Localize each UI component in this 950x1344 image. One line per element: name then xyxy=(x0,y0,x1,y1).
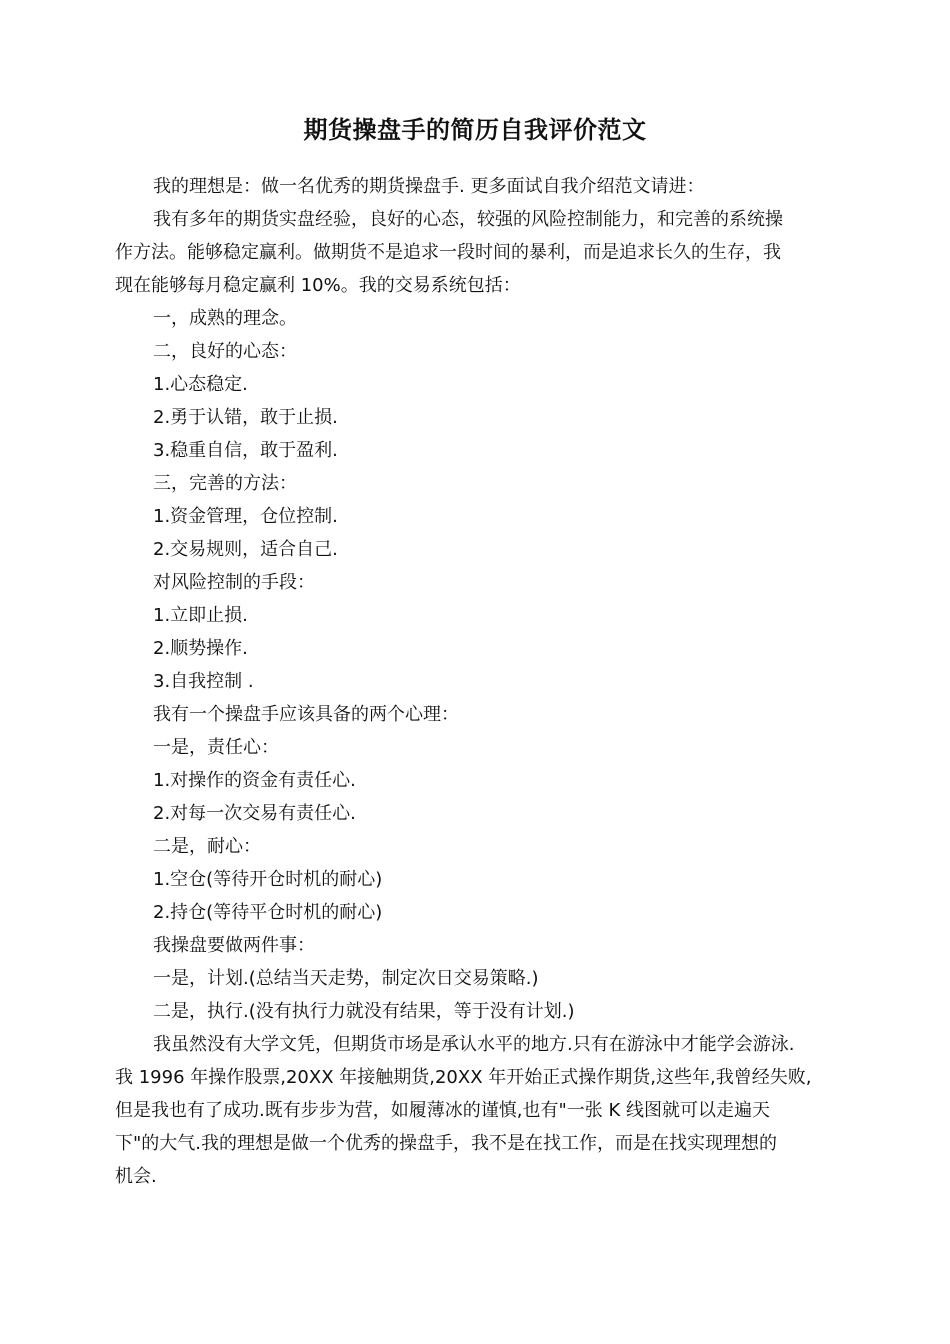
document-body xyxy=(115,170,839,1193)
list-item: 一是，责任心： xyxy=(153,737,279,758)
list-item: 三，完善的方法： xyxy=(153,473,297,494)
list-item: 二，良好的心态： xyxy=(153,341,297,362)
list-item: 1.心态稳定. xyxy=(153,374,248,395)
list-item: 我操盘要做两件事： xyxy=(153,935,315,956)
closing-line: 我 1996 年操作股票,20XX 年接触期货,20XX 年开始正式操作期货,这些年,我曾经失败, xyxy=(115,1067,812,1088)
list-item: 2.持仓(等待平仓时机的耐心) xyxy=(153,902,383,923)
closing-line: 下"的大气.我的理想是做一个优秀的操盘手，我不是在找工作，而是在找实现理想的 xyxy=(115,1133,777,1154)
list-item: 2.勇于认错，敢于止损. xyxy=(153,407,338,428)
list-item: 一，成熟的理念。 xyxy=(153,308,297,329)
list-item: 1.空仓(等待开仓时机的耐心) xyxy=(153,869,383,890)
list-item: 一是，计划.(总结当天走势，制定次日交易策略.) xyxy=(153,968,539,989)
list-item: 二是，耐心： xyxy=(153,836,261,857)
list-item: 2.对每一次交易有责任心. xyxy=(153,803,356,824)
experience-line: 我有多年的期货实盘经验，良好的心态，较强的风险控制能力，和完善的系统操 xyxy=(153,209,783,230)
experience-paragraph xyxy=(115,203,839,302)
intro-line: 我的理想是：做一名优秀的期货操盘手. 更多面试自我介绍范文请进： xyxy=(153,176,705,197)
closing-line: 机会. xyxy=(115,1166,157,1187)
list-item: 2.顺势操作. xyxy=(153,638,248,659)
list-item: 1.资金管理，仓位控制. xyxy=(153,506,338,527)
list-item: 对风险控制的手段： xyxy=(153,572,315,593)
experience-line: 作方法。能够稳定赢利。做期货不是追求一段时间的暴利，而是追求长久的生存，我 xyxy=(115,242,781,263)
list-item: 3.自我控制 . xyxy=(153,671,254,692)
list-item: 1.对操作的资金有责任心. xyxy=(153,770,356,791)
page-title: 期货操盘手的简历自我评价范文 xyxy=(303,116,647,144)
list-item: 我有一个操盘手应该具备的两个心理： xyxy=(153,704,459,725)
list-item: 2.交易规则，适合自己. xyxy=(153,539,338,560)
list-item: 1.立即止损. xyxy=(153,605,248,626)
closing-line: 我虽然没有大学文凭，但期货市场是承认水平的地方.只有在游泳中才能学会游泳. xyxy=(153,1034,795,1055)
closing-line: 但是我也有了成功.既有步步为营，如履薄冰的谨慎,也有"一张 K 线图就可以走遍天 xyxy=(115,1100,770,1121)
list-item: 二是，执行.(没有执行力就没有结果，等于没有计划.) xyxy=(153,1001,575,1022)
closing-paragraph xyxy=(115,1028,839,1193)
experience-line: 现在能够每月稳定赢利 10%。我的交易系统包括： xyxy=(115,275,521,296)
list-item: 3.稳重自信，敢于盈利. xyxy=(153,440,338,461)
